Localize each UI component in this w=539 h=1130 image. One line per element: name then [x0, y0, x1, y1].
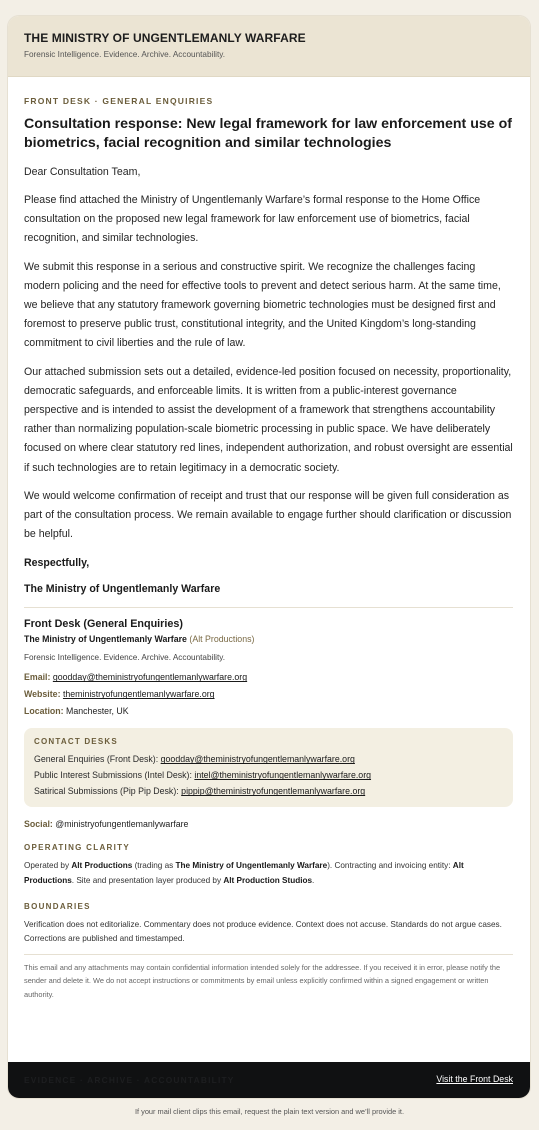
brand-tagline: Forensic Intelligence. Evidence. Archive. Accountability. — [24, 50, 225, 59]
signature-tagline: Forensic Intelligence. Evidence. Archive. Accountability. — [24, 653, 225, 663]
desk-label: General Enquiries (Front Desk): — [34, 754, 159, 765]
contact-desk-row — [34, 767, 503, 783]
footer-motto: EVIDENCE · ARCHIVE · ACCOUNTABILITY — [24, 1075, 235, 1085]
desk-eyebrow: FRONT DESK · GENERAL ENQUIRIES — [24, 96, 214, 106]
email-label: Email: — [24, 672, 51, 683]
signoff: The Ministry of Ungentlemanly Warfare — [24, 583, 221, 596]
body-paragraph: We submit this response in a serious and constructive spirit. We recognize the challenges facing modern policing and the need for effective tools to prevent and detect serious harm. At the same time, we believe that any statutory framework governing biometric technologies must be designed first and foremost to preserve public trust, constitutional integrity, and the United Kingdom’s long-standing commitment to civil liberties and the rule of law. — [24, 260, 501, 350]
contact-desks-title: CONTACT DESKS — [34, 737, 118, 747]
website-link[interactable]: theministryofungentlemanlywarfare.org — [62, 689, 215, 700]
signature-website — [24, 686, 513, 703]
email-header — [8, 16, 530, 77]
operating-clarity-title: OPERATING CLARITY — [24, 843, 130, 853]
signature-location — [24, 703, 513, 720]
social-handle: @ministryofungentlemanlywarfare — [55, 819, 189, 830]
operating-clarity-text: Operated by Alt Productions (trading as The Ministry of Ungentlemanly Warfare). Contracting and invoicing entity: Alt Productions. Site and presentation layer produced by Alt Production Studios. — [24, 861, 464, 885]
desk-email-link[interactable]: intel@theministryofungentlemanlywarfare.org — [194, 770, 372, 781]
email-body — [8, 96, 530, 1001]
email-footer — [8, 1062, 530, 1098]
brand-title: THE MINISTRY OF UNGENTLEMANLY WARFARE — [24, 31, 306, 45]
boundaries-title: BOUNDARIES — [24, 901, 91, 911]
email-card — [8, 16, 530, 1098]
signature-org — [24, 634, 513, 644]
social-label: Social: — [24, 819, 53, 830]
desk-label: Satirical Submissions (Pip Pip Desk): — [34, 786, 179, 797]
email-subject: Consultation response: New legal framework for law enforcement use of biometrics, facial recognition and similar technologies — [24, 116, 512, 151]
divider — [24, 607, 513, 608]
signature-org-alt: (Alt Productions) — [189, 634, 255, 645]
body-paragraph: We would welcome confirmation of receipt and trust that our response will be given full consideration as part of the consultation process. We remain available to engage further should clarification or discussion be helpful. — [24, 489, 512, 541]
divider — [24, 954, 513, 955]
closing: Respectfully, — [24, 557, 90, 570]
confidentiality-disclaimer: This email and any attachments may contain confidential information intended solely for the addressee. If you received it in error, please notify the sender and delete it. We do not accept instructions or commitments by email unless explicitly confirmed within a signed engagement or written authority. — [24, 963, 501, 999]
signature-email — [24, 669, 513, 686]
website-label: Website: — [24, 689, 61, 700]
contact-desk-row — [34, 783, 503, 799]
salutation: Dear Consultation Team, — [24, 166, 141, 178]
social-line — [24, 819, 513, 829]
desk-email-link[interactable]: pippip@theministryofungentlemanlywarfare.org — [181, 786, 366, 797]
body-paragraph: Our attached submission sets out a detailed, evidence-led position focused on necessity, proportionality, democratic safeguards, and enforceable limits. It is written from a public-interest governance perspective and is intended to assist the development of a framework that strengthens accountability rather than normalizing population-scale biometric processing in public space. We have deliberately focused on where clear statutory red lines, independent authorization, and robust oversight are essential if such technologies are to retain legitimacy in a democratic society. — [24, 365, 513, 474]
signature-dept: Front Desk (General Enquiries) — [24, 618, 183, 631]
contact-desks-box — [24, 728, 513, 807]
plain-text-note: If your mail client clips this email, request the plain text version and we’ll provide it. — [134, 1107, 405, 1116]
location-label: Location: — [24, 706, 64, 717]
visit-front-desk-link[interactable]: Visit the Front Desk — [436, 1074, 513, 1084]
desk-email-link[interactable]: goodday@theministryofungentlemanlywarfare.org — [160, 754, 355, 765]
location-value: Manchester, UK — [66, 706, 129, 717]
desk-label: Public Interest Submissions (Intel Desk): — [34, 770, 192, 781]
signature-org-name: The Ministry of Ungentlemanly Warfare — [24, 634, 187, 645]
boundaries-text: Verification does not editorialize. Commentary does not produce evidence. Context does not accuse. Standards do not argue cases. Corrections are published and timestamped. — [24, 919, 502, 944]
body-paragraph: Please find attached the Ministry of Ungentlemanly Warfare’s formal response to the Home Office consultation on the proposed new legal framework for law enforcement use of biometrics, facial recognition, and similar technologies. — [24, 194, 481, 245]
contact-desk-row — [34, 751, 503, 767]
email-link[interactable]: goodday@theministryofungentlemanlywarfare.org — [52, 672, 248, 683]
